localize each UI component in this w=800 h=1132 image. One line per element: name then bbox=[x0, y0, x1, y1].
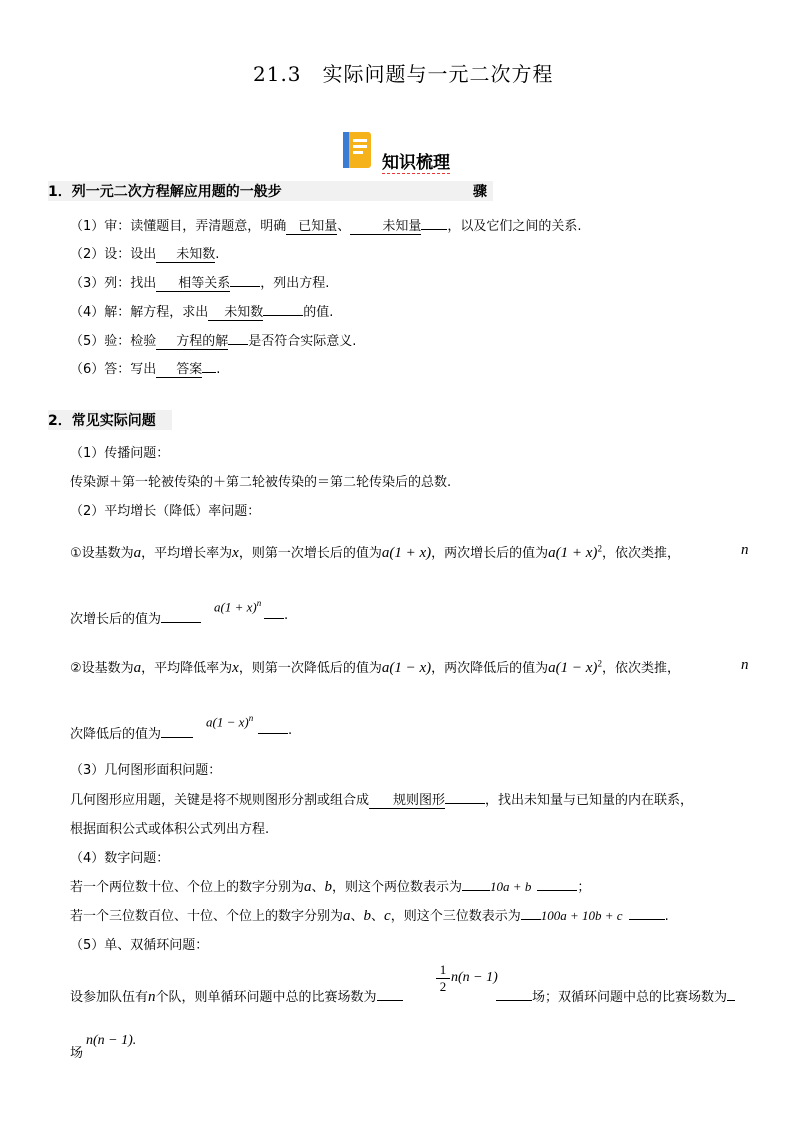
section1-heading-tail: 骤 bbox=[473, 184, 487, 200]
step-check: （5）验：检验 方程的解 是否符合实际意义. bbox=[70, 330, 356, 350]
page-title: 21.3 实际问题与一元二次方程 bbox=[253, 62, 554, 86]
growth-nth-expr: $a(1 + x)^n$ bbox=[214, 598, 262, 615]
growth-nth-line: 次增长后的值为 bbox=[70, 608, 201, 627]
section1-heading-text: 1．列一元二次方程解应用题的一般步 bbox=[48, 184, 282, 200]
spread-title: （1）传播问题： bbox=[70, 446, 170, 461]
section2-heading: 2．常见实际问题 bbox=[48, 410, 172, 430]
fraction-half: 1 2 bbox=[436, 962, 450, 995]
badge-label: 知识梳理 bbox=[382, 148, 450, 174]
digit-line1: 若一个两位数十位、个位上的数字分别为a、b，则这个两位数表示为 10a + b ； bbox=[70, 879, 591, 895]
roundrobin-title: （5）单、双循环问题： bbox=[70, 938, 209, 953]
var-n-2: n bbox=[741, 657, 749, 673]
rate-title: （2）平均增长（降低）率问题： bbox=[70, 504, 261, 519]
geometry-title: （3）几何图形面积问题： bbox=[70, 763, 222, 778]
spread-formula: 传染源＋第一轮被传染的＋第二轮被传染的＝第二轮传染后的总数. bbox=[70, 475, 452, 490]
digit-line2: 若一个三位数百位、十位、个位上的数字分别为a、b、c，则这个三位数表示为 100a + 10b + c . bbox=[70, 908, 669, 924]
step-answer: （6）答：写出 答案 . bbox=[70, 358, 220, 378]
double-roundrobin-expr: n(n − 1). bbox=[86, 1033, 137, 1048]
roundrobin-line2: 场 bbox=[70, 1046, 84, 1061]
notebook-icon bbox=[340, 130, 374, 174]
section1-heading bbox=[48, 181, 493, 201]
growth-nth-end: . bbox=[264, 608, 288, 623]
step-review: （1）审：读懂题目，弄清题意，明确 已知量、 未知量 ，以及它们之间的关系. bbox=[70, 215, 581, 235]
var-n: n bbox=[741, 542, 749, 558]
step-set: （2）设：设出 未知数. bbox=[70, 243, 219, 263]
decline-nth-expr: $a(1 - x)^n$ bbox=[206, 713, 254, 730]
roundrobin-line1-right: 场；双循环问题中总的比赛场数为 bbox=[496, 986, 735, 1005]
growth-line: ①设基数为a，平均增长率为x，则第一次增长后的值为a(1 + x)，两次增长后的值为$a(1 + x)^2$，依次类推， bbox=[70, 543, 680, 561]
fraction-rest: n(n − 1) bbox=[451, 970, 498, 985]
step-equation: （3）列：找出 相等关系 ，列出方程. bbox=[70, 272, 329, 292]
geometry-line1: 几何图形应用题，关键是将不规则图形分割或组合成 规则图形 ，找出未知量与已知量的内在联系， bbox=[70, 789, 693, 809]
roundrobin-line1-left: 设参加队伍有n个队，则单循环问题中总的比赛场数为 bbox=[70, 986, 403, 1006]
step-solve: （4）解：解方程，求出 未知数 的值. bbox=[70, 301, 333, 321]
digit-title: （4）数字问题： bbox=[70, 851, 170, 866]
decline-nth-end: . bbox=[258, 723, 292, 738]
decline-nth-line: 次降低后的值为 bbox=[70, 723, 193, 742]
decline-line: ②设基数为a，平均降低率为x，则第一次降低后的值为a(1 − x)，两次降低后的值为$a(1 - x)^2$，依次类推， bbox=[70, 658, 680, 676]
geometry-line2: 根据面积公式或体积公式列出方程. bbox=[70, 822, 270, 837]
